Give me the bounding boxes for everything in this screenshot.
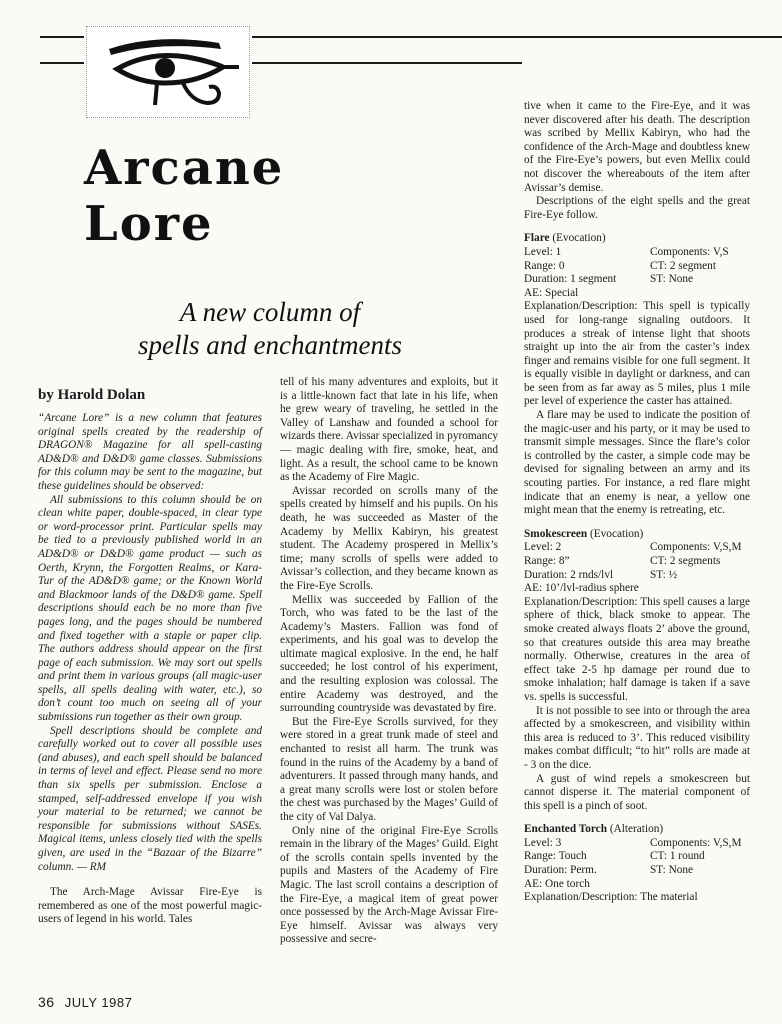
header-rule [252, 36, 782, 38]
body-paragraph: tive when it came to the Fire-Eye, and it was never discovered after his death. The description was scribed by Mellix Kabiryn, who had the confidence of the Arch-Mage and doubtless knew of the Fire-Eye’s powers, but even Mellix could not discover the whereabouts of the item after Avissar’s demise. [524, 100, 750, 194]
title-line: Arcane [84, 140, 285, 196]
subtitle-line: spells and enchantments [138, 330, 402, 360]
intro-paragraph: Spell descriptions should be complete and carefully worked out to cover all possible uses (and abuses), and each spell should be balanced in terms of level and effect. Please send no more than six spells per submission. Enclose a stamped, self-addressed envelope if you wish your material to be returned; we cannot be responsible for submissions without SASEs. Magical items, unless closely tied with the spells given, are used in the “Bazaar of the Bizarre” column. — RM [38, 724, 262, 873]
text-column-1 [38, 386, 262, 927]
spell-name: Enchanted Torch [524, 823, 607, 836]
spell-description: Explanation/Description: The material [524, 891, 698, 904]
spell-st: ST: None [650, 864, 694, 877]
eye-of-horus-icon [87, 27, 249, 117]
spell-entry-smokescreen [524, 528, 750, 813]
title-line: Lore [84, 196, 214, 252]
header-rule [40, 62, 84, 64]
page-number: 36 [38, 994, 55, 1010]
body-paragraph: But the Fire-Eye Scrolls survived, for they were stored in a great trunk made of steel and enchanted to resist all harm. The trunk was found in the ruins of the Academy by a band of adventurers. It passed through many hands, and a great many scrolls were lost or stolen before the chest was purchased by the Mages’ Guild of the city of Val Dalya. [280, 715, 498, 823]
spell-duration: Duration: 1 segment [524, 273, 617, 286]
spell-stat-row [524, 555, 750, 569]
spell-st: ST: ½ [650, 568, 678, 581]
spell-school: (Evocation) [552, 232, 606, 245]
spell-level: Level: 1 [524, 245, 562, 258]
spell-description: Explanation/Description: This spell is typically used for long-range signaling outdoors. It produces a streak of intense light that shoots straight up into the air from the caster’s index finger and remains visible for one full segment. It is equally visible in daylight or darkness, and can be seen from as far away as 5 miles, plus 1 mile per level of experience the caster has attained. [524, 300, 750, 408]
spell-stat-row [524, 850, 750, 864]
spell-heading [524, 823, 750, 837]
spell-components: Components: V,S,M [650, 836, 742, 849]
spell-level: Level: 2 [524, 541, 562, 554]
spell-ct: CT: 1 round [650, 850, 705, 863]
spell-name: Smokescreen [524, 527, 588, 540]
header-rule [252, 62, 522, 64]
spell-st: ST: None [650, 273, 694, 286]
spell-ct: CT: 2 segment [650, 259, 716, 272]
body-paragraph: Avissar recorded on scrolls many of the spells created by himself and his pupils. On his death, he was succeeded as Master of the Academy by Mellix Kabiryn, his greatest student. The Academy prospered in Mellix’s time; many scrolls of spells were added to Avissar’s collection, and they became known as the Fire-Eye Scrolls. [280, 484, 498, 592]
spell-stat-row [524, 569, 750, 583]
spell-stat-row [524, 864, 750, 878]
spell-stat-row [524, 837, 750, 851]
body-paragraph: Mellix was succeeded by Fallion of the Torch, who was fated to be the last of the Academy’s Masters. Fallion was fond of experiments, and his goal was to develop the ultimate magical explosive. In the end, he half succeeded; he lost control of his experiment, and the resulting explosion was colossal. The entire Academy was destroyed, and the surrounding countryside was devastated by fire. [280, 593, 498, 715]
spell-duration: Duration: 2 rnds/lvl [524, 568, 614, 581]
body-paragraph: Descriptions of the eight spells and the great Fire-Eye follow. [524, 195, 750, 221]
spell-ae: AE: One torch [524, 877, 590, 890]
column-logo [86, 26, 250, 118]
spell-heading [524, 232, 750, 246]
body-paragraph: tell of his many adventures and exploits, but it is a little-known fact that late in his life, when he grew weary of traveling, he settled in the Valley of Lanshaw and founded a school for wizards there. Avissar specialized in pyromancy — magic dealing with fire, smoke, heat, and light. As a result, the school came to be known as the Academy of Fire Magic. [280, 376, 498, 484]
spell-description: It is not possible to see into or through the area affected by a smokescreen, and visibility within this area is reduced to 3’. This reduced visibility makes combat difficult; “to hit” rolls are made at - 3 on the dice. [524, 704, 750, 771]
spell-description: Explanation/Description: This spell causes a large sphere of thick, black smoke to appear. The smoke created always floats 2’ above the ground, so that creatures outside this area may breathe normally. Otherwise, creatures in the area of effect take 2-5 hp damage per round due to smoke inhalation; half damage is taken if a save vs. spells is successful. [524, 595, 750, 703]
spell-stat-row [524, 541, 750, 555]
spell-level: Level: 3 [524, 836, 562, 849]
header-rule [40, 36, 84, 38]
page-subtitle [100, 296, 440, 362]
body-paragraph: Only nine of the original Fire-Eye Scrolls remain in the library of the Mages’ Guild. Eight of the scrolls contain spells invented by the pupils and Masters of the Academy of Fire Magic. The last scroll contains a description of the Fire-Eye, a magical item of great power once possessed by the Arch-Mage Avissar Fire-Eye himself. Avissar was always very possessive and secre- [280, 824, 498, 946]
spell-components: Components: V,S,M [650, 541, 742, 554]
text-column-3 [524, 100, 750, 915]
editor-intro [38, 412, 262, 874]
spell-duration: Duration: Perm. [524, 864, 597, 877]
spell-description: A flare may be used to indicate the position of the magic-user and his party, or it may be used to transmit simple messages. Since the flare’s color is controlled by the caster, a simple code may be devised for signaling between an army and its scouting parties. For instance, a red flare might indicate that an enemy is near, a yellow one might mean that the enemy is retreating, etc. [524, 409, 750, 517]
issue-date: JULY 1987 [64, 995, 133, 1010]
spell-stat-row [524, 246, 750, 260]
spell-entry-enchanted-torch [524, 823, 750, 905]
spell-heading [524, 528, 750, 542]
intro-paragraph: “Arcane Lore” is a new column that features original spells created by the readership of DRAGON® Magazine for all spell-casting AD&D® and D&D® game classes. Submissions for this column may be sent to the magazine, but these guidelines should be observed: [38, 412, 262, 492]
spell-description: A gust of wind repels a smokescreen but cannot disperse it. The material component of this spell is a pinch of soot. [524, 772, 750, 812]
spell-school: (Alteration) [609, 823, 664, 836]
body-paragraph: The Arch-Mage Avissar Fire-Eye is remembered as one of the most powerful magic-users of legend in his world. Tales [38, 886, 262, 926]
subtitle-line: A new column of [179, 297, 361, 327]
spell-name: Flare [524, 232, 550, 245]
spell-range: Range: 0 [524, 259, 565, 272]
spell-school: (Evocation) [590, 527, 644, 540]
text-column-2 [280, 376, 498, 947]
spell-range: Range: Touch [524, 850, 587, 863]
spell-stat-row [524, 273, 750, 287]
spell-ct: CT: 2 segments [650, 555, 721, 567]
page-title [84, 140, 384, 252]
spell-stat-row [524, 260, 750, 274]
spell-range: Range: 8” [524, 555, 570, 567]
spell-components: Components: V,S [650, 245, 729, 258]
spell-entry-flare [524, 232, 750, 517]
spell-ae: AE: 10’/lvl-radius sphere [524, 582, 639, 595]
spell-ae: AE: Special [524, 286, 579, 299]
byline: by Harold Dolan [38, 387, 146, 403]
page-footer [38, 994, 132, 1010]
intro-paragraph: All submissions to this column should be on clean white paper, double-spaced, in clear type or word-processor print. Particular spells may be tied to a previously published world in an AD&D® or D&D® game product — such as Oerth, Krynn, the Forgotten Realms, or Kara-Tur of the AD&D® game; or the Known World and Blackmoor lands of the D&D® game. Spell descriptions should each be no more than five pages long, and the pages should be numbered and fixed together with a staple or paper clip. The authors address should appear on the first page of each submission. We may sort out spells and print them in various groups (all magic-user spells, all spells dealing with water, etc.), so don’t count too much on seeing all of your submissions run together as their own group. [38, 493, 262, 724]
